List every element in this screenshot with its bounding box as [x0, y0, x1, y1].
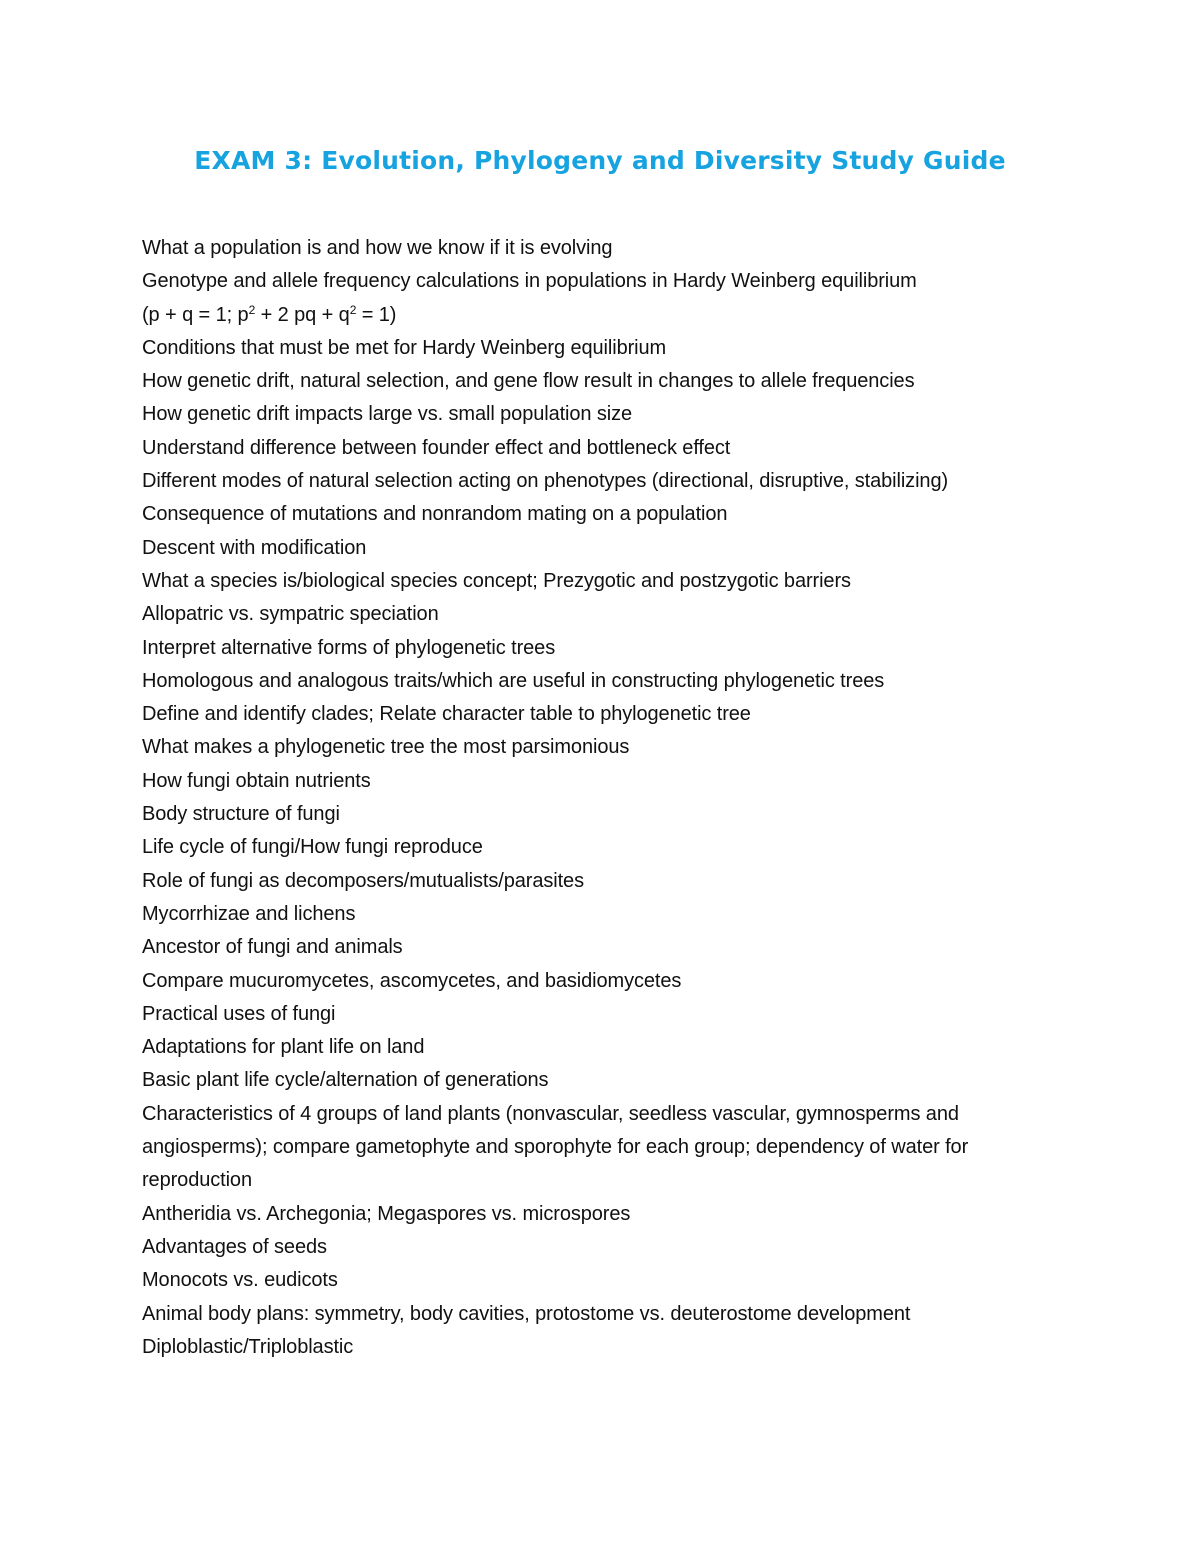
list-item: Mycorrhizae and lichens: [142, 902, 356, 925]
list-item: Role of fungi as decomposers/mutualists/parasites: [142, 869, 584, 892]
list-item: Compare mucuromycetes, ascomycetes, and basidiomycetes: [142, 969, 682, 992]
list-item: Allopatric vs. sympatric speciation: [142, 603, 439, 626]
list-item: How fungi obtain nutrients: [142, 769, 371, 792]
list-item: What a population is and how we know if it is evolving: [142, 237, 613, 259]
list-item: Consequence of mutations and nonrandom mating on a population: [142, 503, 728, 526]
list-item: Animal body plans: symmetry, body cavities, protostome vs. deuterostome development: [142, 1302, 911, 1325]
list-item: Understand difference between founder effect and bottleneck effect: [142, 436, 731, 459]
list-item: Adaptations for plant life on land: [142, 1036, 425, 1059]
list-item: How genetic drift impacts large vs. small population size: [142, 403, 633, 426]
equation-line: [142, 299, 1062, 332]
study-guide-list: [142, 232, 1062, 1364]
list-item: Antheridia vs. Archegonia; Megaspores vs. microspores: [142, 1202, 631, 1225]
equation-part: + 2 pq + q: [255, 303, 350, 326]
list-item: Characteristics of 4 groups of land plants (nonvascular, seedless vascular, gymnosperms and angiosperms); compare gametophyte and sporophyte for each group; dependency of water for reproduction: [142, 1102, 969, 1192]
list-item: Conditions that must be met for Hardy Weinberg equilibrium: [142, 336, 667, 359]
list-item: Body structure of fungi: [142, 803, 340, 826]
list-item: Basic plant life cycle/alternation of generations: [142, 1069, 549, 1092]
list-item: What a species is/biological species concept; Prezygotic and postzygotic barriers: [142, 569, 851, 592]
list-item: Descent with modification: [142, 536, 367, 559]
list-item: Interpret alternative forms of phylogenetic trees: [142, 636, 556, 659]
list-item: Advantages of seeds: [142, 1235, 327, 1258]
equation-part: (p + q = 1; p: [142, 303, 249, 326]
list-item: What makes a phylogenetic tree the most parsimonious: [142, 736, 630, 759]
page-title: EXAM 3: Evolution, Phylogeny and Diversity Study Guide: [194, 146, 1006, 175]
list-item: Homologous and analogous traits/which are useful in constructing phylogenetic trees: [142, 669, 885, 692]
list-item: Diploblastic/Triploblastic: [142, 1335, 354, 1358]
list-item: Different modes of natural selection acting on phenotypes (directional, disruptive, stabilizing): [142, 470, 949, 493]
list-item: Ancestor of fungi and animals: [142, 936, 403, 959]
list-item: Genotype and allele frequency calculations in populations in Hardy Weinberg equilibrium: [142, 270, 917, 293]
exponent: 2: [248, 302, 256, 317]
list-item: How genetic drift, natural selection, and gene flow result in changes to allele frequencies: [142, 370, 915, 393]
list-item: Life cycle of fungi/How fungi reproduce: [142, 836, 483, 859]
list-item: Practical uses of fungi: [142, 1002, 336, 1025]
list-item: Define and identify clades; Relate character table to phylogenetic tree: [142, 703, 751, 726]
exponent: 2: [349, 302, 357, 317]
equation-part: = 1): [356, 303, 397, 326]
list-item: Monocots vs. eudicots: [142, 1269, 338, 1292]
